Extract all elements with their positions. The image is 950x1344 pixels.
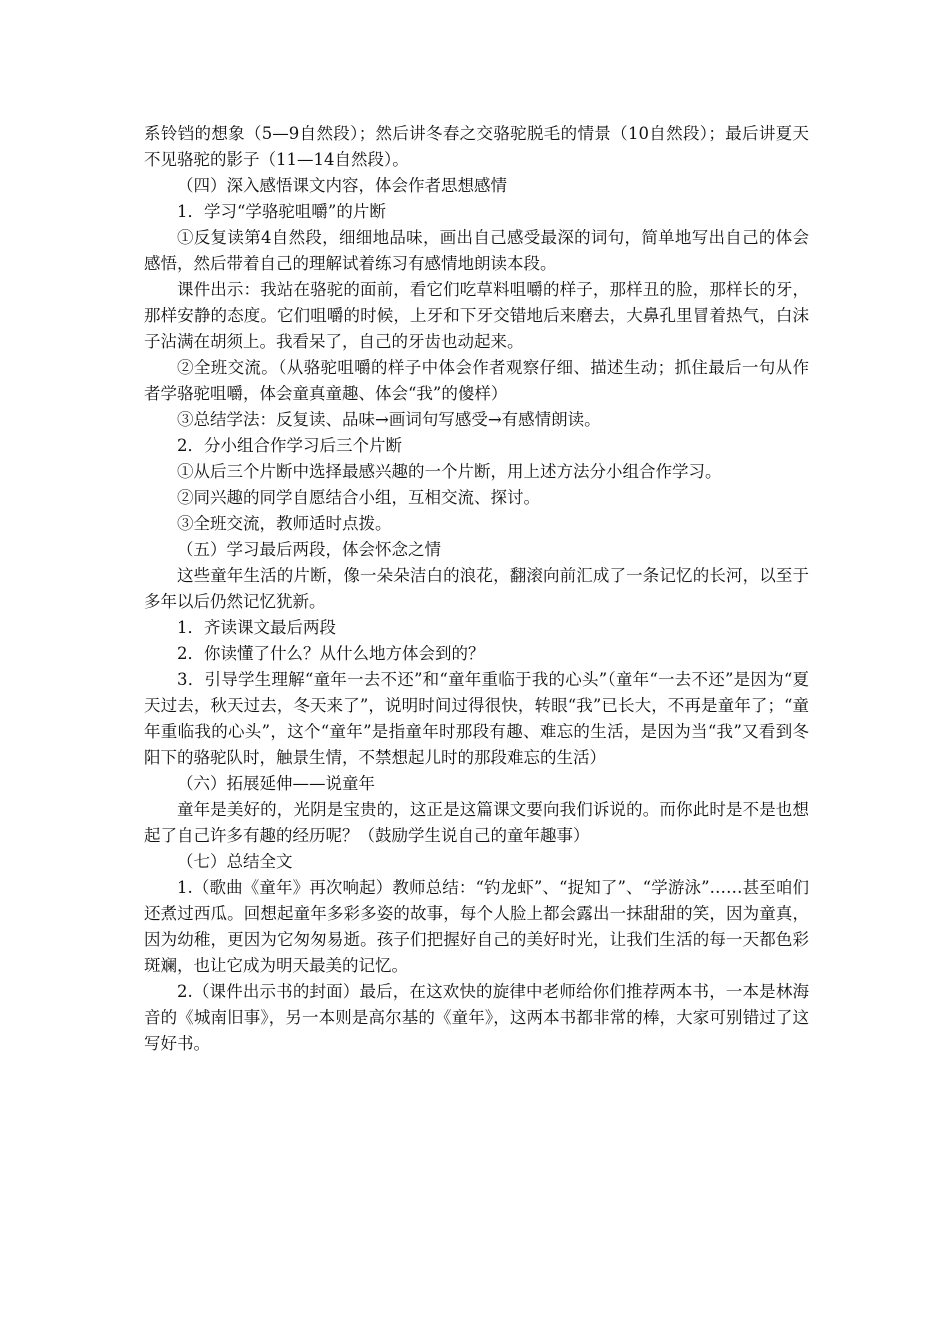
section-heading-4: （四）深入感悟课文内容，体会作者思想感情	[177, 176, 507, 195]
paragraph: 1．齐读课文最后两段	[177, 618, 336, 637]
paragraph: 这些童年生活的片断，像一朵朵洁白的浪花，翻滚向前汇成了一条记忆的长河，以至于多年以后仍然记忆犹新。	[144, 566, 809, 611]
paragraph: 童年是美好的，光阴是宝贵的，这正是这篇课文要向我们诉说的。而你此时是不是也想起了自己许多有趣的经历呢？（鼓励学生说自己的童年趣事）	[144, 800, 809, 845]
paragraph: 课件出示：我站在骆驼的面前，看它们吃草料咀嚼的样子，那样丑的脸，那样长的牙，那样安静的态度。它们咀嚼的时候，上牙和下牙交错地后来磨去，大鼻孔里冒着热气，白沫子沾满在胡须上。我看呆了，自己的牙齿也动起来。	[144, 280, 809, 351]
section-heading-5: （五）学习最后两段，体会怀念之情	[177, 540, 441, 559]
subheading: 2．分小组合作学习后三个片断	[177, 436, 402, 455]
section-heading-6: （六）拓展延伸——说童年	[177, 774, 375, 793]
paragraph: ③总结学法：反复读、品味→画词句写感受→有感情朗读。	[177, 410, 601, 429]
paragraph: ②全班交流。（从骆驼咀嚼的样子中体会作者观察仔细、描述生动；抓住最后一句从作者学骆驼咀嚼，体会童真童趣、体会“我”的傻样）	[144, 358, 809, 403]
paragraph-continuation: 系铃铛的想象（5—9自然段）；然后讲冬春之交骆驼脱毛的情景（10自然段）；最后讲夏天不见骆驼的影子（11—14自然段）。	[144, 124, 809, 169]
paragraph: ③全班交流，教师适时点拨。	[177, 514, 392, 533]
subheading: 1．学习“学骆驼咀嚼”的片断	[177, 202, 386, 221]
paragraph: 2.（课件出示书的封面）最后，在这欢快的旋律中老师给你们推荐两本书，一本是林海音的《城南旧事》，另一本则是高尔基的《童年》，这两本书都非常的棒，大家可别错过了这写好书。	[144, 982, 809, 1053]
paragraph: 1.（歌曲《童年》再次响起）教师总结：“钓龙虾”、“捉知了”、“学游泳”……甚至咱们还煮过西瓜。回想起童年多彩多姿的故事，每个人脸上都会露出一抹甜甜的笑，因为童真，因为幼稚，更因为它匆匆易逝。孩子们把握好自己的美好时光，让我们生活的每一天都色彩斑斓，也让它成为明天最美的记忆。	[144, 878, 809, 975]
paragraph: ①反复读第4自然段，细细地品味，画出自己感受最深的词句，简单地写出自己的体会感悟，然后带着自己的理解试着练习有感情地朗读本段。	[144, 228, 809, 273]
paragraph: 3．引导学生理解“童年一去不还”和“童年重临于我的心头”（童年“一去不还”是因为“夏天过去，秋天过去，冬天来了”，说明时间过得很快，转眼“我”已长大，不再是童年了；“童年重临我的心头”，这个“童年”是指童年时那段有趣、难忘的生活，是因为当“我”又看到冬阳下的骆驼队时，触景生情，不禁想起儿时的那段难忘的生活）	[144, 670, 809, 767]
paragraph: ②同兴趣的同学自愿结合小组，互相交流、探讨。	[177, 488, 540, 507]
paragraph: 2．你读懂了什么？从什么地方体会到的？	[177, 644, 485, 663]
paragraph: ①从后三个片断中选择最感兴趣的一个片断，用上述方法分小组合作学习。	[177, 462, 722, 481]
document-page	[144, 121, 809, 1057]
section-heading-7: （七）总结全文	[177, 852, 293, 871]
